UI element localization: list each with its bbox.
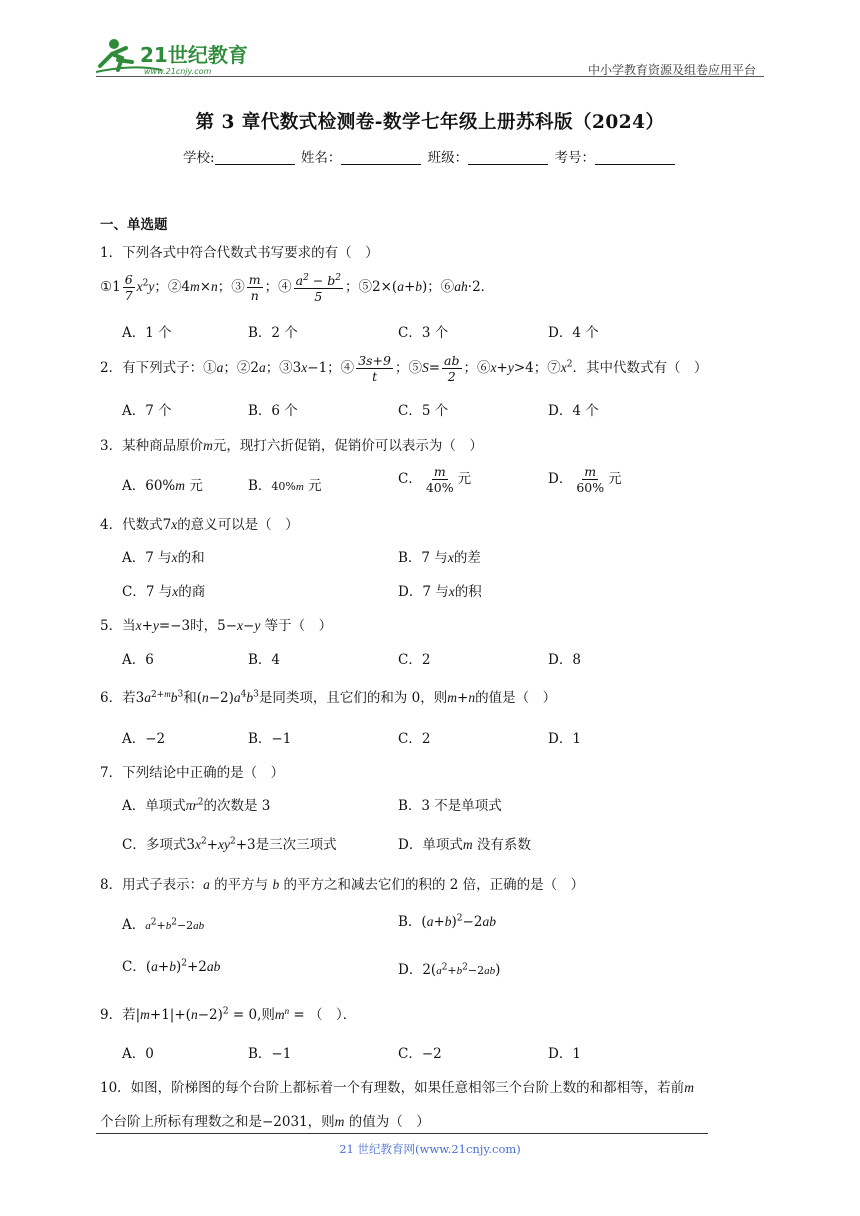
q9-option-c[interactable]: C．−2 [398,1046,442,1062]
q4-option-a[interactable]: A．7 与x的和 [122,550,205,566]
question-5-stem: 5．当x+y=−3时，5−x−y 等于（ ） [100,618,333,634]
q1-option-a[interactable]: A．1 个 [122,325,172,341]
question-10-line-2: 个台阶上所标有理数之和是−2031，则m 的值为（ ） [100,1114,430,1130]
exam-no-blank[interactable] [595,150,675,165]
question-7-stem: 7．下列结论中正确的是（ ） [100,765,285,781]
class-label: 班级： [427,150,469,166]
platform-name: 中小学教育资源及组卷应用平台 [587,63,756,77]
exam-no-label: 考号： [554,150,595,166]
q8-option-d[interactable]: D．$2(a^2+b^2-2ab)$ [398,962,501,978]
question-3-stem: 3．某种商品原价m元，现打六折促销，促销价可以表示为（ ） [100,438,483,454]
school-blank[interactable] [215,150,295,165]
question-2-stem: 2．有下列式子：①a；②2a；③3x−1；④ $\frac{3s+9}{t}$ ；⑤S= $\frac{ab}{2}$ ；⑥x+y>4；$⑦x^2$．其中代数式有（ ） [100,353,708,384]
q6-option-d[interactable]: D．1 [548,731,581,747]
question-9-stem: 9．若$|m+1|+(n-2)^2 = 0$,则$m^n$ = （ ）． [100,1005,357,1023]
q4-option-c[interactable]: C．7 与x的商 [122,584,206,600]
q6-option-c[interactable]: C．2 [398,731,431,747]
runner-logo-icon [92,36,262,78]
q7-option-d[interactable]: D．单项式m 没有系数 [398,837,531,853]
q6-option-b[interactable]: B．−1 [248,731,292,747]
svg-text:21世纪教育: 21世纪教育 [140,43,248,67]
question-8-stem: 8．用式子表示：a 的平方与 b 的平方之和减去它们的积的 2 倍，正确的是（ ） [100,877,585,893]
q4-option-d[interactable]: D．7 与x的积 [398,584,482,600]
q2-option-b[interactable]: B．6 个 [248,403,298,419]
question-10-line-1: 10．如图，阶梯图的每个台阶上都标着一个有理数，如果任意相邻三个台阶上数的和都相等，若前m [100,1080,694,1096]
footer-divider [96,1133,708,1134]
name-blank[interactable] [341,150,421,165]
q5-option-c[interactable]: C．2 [398,652,431,668]
section-heading: 一、单选题 [100,217,168,233]
q7-option-b[interactable]: B．3 不是单项式 [398,798,502,814]
q5-option-a[interactable]: A．6 [122,652,154,668]
q5-option-d[interactable]: D．8 [548,652,581,668]
site-logo [92,36,262,78]
q5-option-b[interactable]: B．4 [248,652,281,668]
q8-option-c[interactable]: C．$(a+b)^2+2ab$ [122,958,221,975]
q7-option-c[interactable]: C．多项式$3x^2+xy^2+3$是三次三项式 [122,836,337,853]
header-divider [96,76,764,77]
q4-option-b[interactable]: B．7 与x的差 [398,550,481,566]
q3-option-b[interactable]: B．40%m 元 [248,478,322,494]
svg-text:www.21cnjy.com: www.21cnjy.com [144,67,212,76]
question-6-stem: 6．若$3a^{2+m}b^3$和$(n-2)a^4b^3$是同类项，且它们的和为 0，则m+n的值是（ ） [100,688,557,706]
q3-option-d[interactable]: D． $\frac{m}{60\%}$ 元 [548,464,622,495]
question-4-stem: 4．代数式7x的意义可以是（ ） [100,517,299,533]
q3-option-a[interactable]: A．60%m 元 [122,478,203,494]
question-1-expressions: ①1 $\frac{6}{7}$ $x^2y$；②4m×n；③ $\frac{m}{n}$ ；④ $\frac{a^2 - b^2}{5}$ ；⑤2×(a+b)；⑥ah·2． [100,272,495,305]
name-label: 姓名： [300,150,342,166]
q9-option-b[interactable]: B．−1 [248,1046,292,1062]
student-info [0,146,860,166]
class-blank[interactable] [468,150,548,165]
question-1-stem: 1．下列各式中符合代数式书写要求的有（ ） [100,245,379,261]
q9-option-d[interactable]: D．1 [548,1046,581,1062]
q6-option-a[interactable]: A．−2 [122,731,166,747]
q3-option-c[interactable]: C． $\frac{m}{40\%}$ 元 [398,464,472,495]
q1-option-c[interactable]: C．3 个 [398,325,449,341]
q1-option-b[interactable]: B．2 个 [248,325,298,341]
school-label: 学校: [183,150,215,166]
q2-option-c[interactable]: C．5 个 [398,403,449,419]
footer-text[interactable]: 21 世纪教育网(www.21cnjy.com) [339,1142,521,1156]
q2-option-d[interactable]: D．4 个 [548,403,599,419]
q1-option-d[interactable]: D．4 个 [548,325,599,341]
q9-option-a[interactable]: A．0 [122,1046,154,1062]
q2-option-a[interactable]: A．7 个 [122,403,172,419]
q8-option-a[interactable]: A．$a^2+b^2-2ab$ [122,917,205,933]
page-title: 第 3 章代数式检测卷-数学七年级上册苏科版（2024） [195,112,665,133]
q7-option-a[interactable]: A．单项式$\pi r^2$的次数是 3 [122,797,271,814]
q8-option-b[interactable]: B．$(a+b)^2-2ab$ [398,913,496,930]
